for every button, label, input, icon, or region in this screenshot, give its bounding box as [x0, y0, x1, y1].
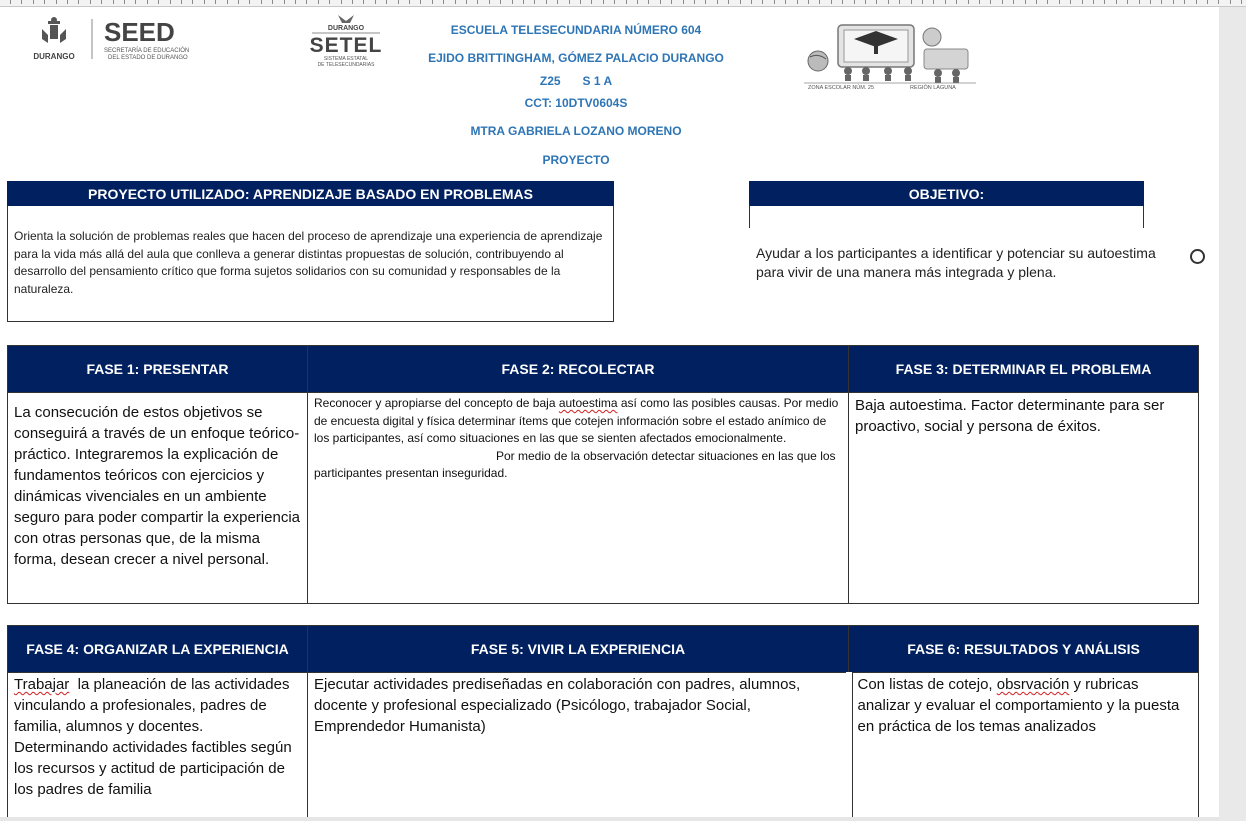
setel-sub1: SISTEMA ESTATAL	[323, 56, 369, 62]
ruler-tick	[762, 0, 763, 4]
ruler-tick	[170, 0, 171, 4]
ruler-tick	[1002, 0, 1003, 4]
ruler-tick	[523, 0, 524, 4]
document-page	[0, 7, 1219, 817]
ruler-tick	[1104, 0, 1105, 4]
phase-6-cell[interactable]	[849, 673, 1199, 818]
ruler-tick	[842, 0, 843, 4]
phase-3-text: Baja autoestima. Factor determinante para ser proactivo, social y persona de éxitos.	[855, 397, 1165, 435]
ruler-tick	[1025, 0, 1026, 4]
ruler-tick	[261, 0, 262, 4]
phase-4-title: FASE 4: ORGANIZAR LA EXPERIENCIA	[8, 626, 308, 673]
sector-label: S 1 A	[582, 74, 613, 88]
ruler-tick	[33, 0, 34, 4]
ruler-tick	[181, 0, 182, 4]
ruler-tick	[1047, 0, 1048, 4]
ruler-tick	[1116, 0, 1117, 4]
ruler-tick	[500, 0, 501, 4]
ruler-tick	[922, 0, 923, 4]
ruler-tick	[979, 0, 980, 4]
phase-2-misspelled-word: autoestima	[558, 396, 618, 410]
ruler-tick	[409, 0, 410, 4]
top-ruler[interactable]	[0, 0, 1246, 7]
project-title: PROYECTO UTILIZADO: APRENDIZAJE BASADO EN PROBLEMAS	[7, 181, 614, 206]
ruler-tick	[728, 0, 729, 4]
ruler-tick	[489, 0, 490, 4]
ruler-tick	[386, 0, 387, 4]
seed-title: SEED	[104, 17, 175, 47]
phase-2-cell[interactable]	[308, 393, 849, 604]
ruler-tick	[375, 0, 376, 4]
ruler-tick	[272, 0, 273, 4]
phase-4-misspelled-word: Trabajar	[14, 676, 70, 693]
objective-title: OBJETIVO:	[749, 181, 1144, 206]
setel-title: SETEL	[309, 34, 383, 57]
phase-6-misspelled-word: obsrvación	[996, 676, 1070, 693]
ruler-tick	[1196, 0, 1197, 4]
phases-table-row1	[7, 345, 1199, 604]
ruler-tick	[854, 0, 855, 4]
ruler-tick	[603, 0, 604, 4]
ruler-tick	[546, 0, 547, 4]
ruler-tick	[284, 0, 285, 4]
ruler-tick	[466, 0, 467, 4]
ruler-tick	[306, 0, 307, 4]
ruler-tick	[831, 0, 832, 4]
ruler-tick	[751, 0, 752, 4]
ruler-tick	[990, 0, 991, 4]
ruler-tick	[1218, 0, 1219, 4]
ruler-tick	[911, 0, 912, 4]
cct-code: CCT: 10DTV0604S	[524, 96, 628, 110]
ruler-tick	[614, 0, 615, 4]
ruler-tick	[1036, 0, 1037, 4]
ruler-tick	[101, 0, 102, 4]
page-gutter	[1219, 7, 1246, 821]
ruler-tick	[694, 0, 695, 4]
phase-2-text-a: Reconocer y apropiarse del concepto de baja	[314, 396, 559, 410]
phase-2-text-d: Por medio de la observación detectar situaciones en las que los participantes presentan inseguridad.	[314, 448, 836, 480]
phase-4-cell[interactable]	[8, 673, 308, 818]
ruler-tick	[683, 0, 684, 4]
phase-6-text-a: Con listas de cotejo,	[857, 676, 997, 693]
ruler-tick	[1059, 0, 1060, 4]
ruler-tick	[158, 0, 159, 4]
seed-sub2: DEL ESTADO DE DURANGO	[108, 55, 188, 61]
ruler-tick	[124, 0, 125, 4]
ruler-tick	[1127, 0, 1128, 4]
ruler-tick	[443, 0, 444, 4]
phase-5-title: FASE 5: VIVIR LA EXPERIENCIA	[308, 626, 849, 673]
ruler-tick	[1150, 0, 1151, 4]
zone-sector	[490, 74, 662, 88]
ruler-tick	[1161, 0, 1162, 4]
zona-right-label: REGIÓN LAGUNA	[910, 85, 956, 89]
ruler-tick	[705, 0, 706, 4]
phase-1-cell[interactable]	[8, 393, 308, 604]
ruler-tick	[1241, 0, 1242, 4]
zone-label: Z25	[539, 74, 561, 88]
ruler-tick	[876, 0, 877, 4]
ruler-tick	[113, 0, 114, 4]
ruler-tick	[580, 0, 581, 4]
ruler-tick	[945, 0, 946, 4]
ruler-tick	[135, 0, 136, 4]
ruler-tick	[1093, 0, 1094, 4]
setel-logo	[294, 13, 398, 69]
ruler-tick	[420, 0, 421, 4]
ruler-tick	[785, 0, 786, 4]
ruler-tick	[1207, 0, 1208, 4]
ruler-tick	[968, 0, 969, 4]
ruler-tick	[1230, 0, 1231, 4]
ruler-tick	[1013, 0, 1014, 4]
ruler-tick	[808, 0, 809, 4]
seed-logo	[26, 15, 196, 63]
ruler-tick	[591, 0, 592, 4]
ruler-tick	[888, 0, 889, 4]
setel-sub2: DE TELESECUNDARIAS	[317, 62, 375, 68]
ruler-tick	[477, 0, 478, 4]
ruler-tick	[78, 0, 79, 4]
ruler-tick	[717, 0, 718, 4]
document-type: PROYECTO	[542, 153, 610, 167]
ruler-tick	[56, 0, 57, 4]
ruler-tick	[819, 0, 820, 4]
ruler-tick	[774, 0, 775, 4]
ruler-tick	[432, 0, 433, 4]
phase-2-text-c: así como las posibles causas. Por medio de encuesta digital y física determinar ítems que cotejen información sobre el estado anímico de los participantes, así como situaciones en las que se sienten afectados emocionalmente.	[314, 396, 839, 445]
ruler-tick	[660, 0, 661, 4]
ruler-tick	[21, 0, 22, 4]
ruler-tick	[90, 0, 91, 4]
ruler-tick	[363, 0, 364, 4]
ruler-tick	[1082, 0, 1083, 4]
ruler-tick	[455, 0, 456, 4]
ruler-tick	[899, 0, 900, 4]
ruler-tick	[626, 0, 627, 4]
seed-sub1: SECRETARÍA DE EDUCACIÓN	[104, 48, 190, 54]
objective-text: Ayudar a los participantes a identificar y potenciar su autoestima para vivir de una manera más integrada y plena.	[756, 245, 1156, 280]
ruler-tick	[1184, 0, 1185, 4]
school-location: EJIDO BRITTINGHAM, GÓMEZ PALACIO DURANGO	[428, 51, 724, 65]
zona-escolar-logo	[804, 17, 976, 89]
phases-table-row2	[7, 625, 1199, 817]
ruler-tick	[341, 0, 342, 4]
ruler-tick	[318, 0, 319, 4]
ruler-tick	[44, 0, 45, 4]
ruler-tick	[740, 0, 741, 4]
zona-left-label: ZONA ESCOLAR NÚM. 25	[808, 85, 875, 89]
phase-6-title: FASE 6: RESULTADOS Y ANÁLISIS	[849, 626, 1199, 673]
ruler-tick	[249, 0, 250, 4]
project-description: Orienta la solución de problemas reales que hacen del proceso de aprendizaje una experiencia de aprendizaje para la vida más allá del aula que conlleva a generar distintas propuestas de solución, contribuyendo al desarrollo del pensamiento crítico que forma sujetos solidarios con su comunidad y responsables de la naturaleza.	[7, 206, 614, 322]
ruler-tick	[534, 0, 535, 4]
ruler-tick	[238, 0, 239, 4]
ruler-tick	[67, 0, 68, 4]
ruler-tick	[512, 0, 513, 4]
ruler-tick	[1139, 0, 1140, 4]
phase-1-text: La consecución de estos objetivos se conseguirá a través de un enfoque teórico-práctico. Integraremos la explicación de fundamentos teóricos con ejercicios y dinámicas vivenciales en un ambiente seguro para poder compartir la experiencia con otras personas que, de la misma forma, desean crecer a nivel personal.	[14, 404, 300, 568]
shape-handle-circle[interactable]	[1190, 249, 1205, 264]
ruler-tick	[933, 0, 934, 4]
ruler-tick	[147, 0, 148, 4]
ruler-tick	[204, 0, 205, 4]
ruler-tick	[1173, 0, 1174, 4]
ruler-tick	[865, 0, 866, 4]
phase-3-title: FASE 3: DETERMINAR EL PROBLEMA	[849, 346, 1199, 393]
objective-frame	[749, 206, 1144, 228]
phase-5-cell[interactable]	[308, 673, 849, 818]
seed-state-label: DURANGO	[33, 52, 75, 61]
ruler-tick	[569, 0, 570, 4]
ruler-tick	[295, 0, 296, 4]
ruler-tick	[329, 0, 330, 4]
ruler-tick	[956, 0, 957, 4]
ruler-tick	[557, 0, 558, 4]
phase-5-text: Ejecutar actividades prediseñadas en colaboración con padres, alumnos, docente y profesional especializado (Psicólogo, trabajador Social, Emprendedor Humanista)	[314, 676, 801, 735]
ruler-tick	[1070, 0, 1071, 4]
phase-3-cell[interactable]	[849, 393, 1199, 604]
ruler-tick	[648, 0, 649, 4]
ruler-tick	[215, 0, 216, 4]
phase-2-title: FASE 2: RECOLECTAR	[308, 346, 849, 393]
ruler-tick	[398, 0, 399, 4]
phase-4-text: la planeación de las actividades vinculando a profesionales, padres de familia, alumnos y docentes. Determinando actividades factibles según los recursos y actitud de participación de los padres de familia	[14, 676, 296, 798]
school-name: ESCUELA TELESECUNDARIA NÚMERO 604	[450, 23, 702, 37]
ruler-tick	[10, 0, 11, 4]
phase-1-title: FASE 1: PRESENTAR	[8, 346, 308, 393]
ruler-tick	[192, 0, 193, 4]
ruler-tick	[227, 0, 228, 4]
ruler-tick	[352, 0, 353, 4]
setel-top-label: DURANGO	[327, 25, 365, 32]
ruler-tick	[637, 0, 638, 4]
ruler-tick	[671, 0, 672, 4]
ruler-tick	[797, 0, 798, 4]
phase-6-text-c: y rubricas analizar y evaluar el comportamiento y la puesta en práctica de los temas analizados	[857, 676, 1180, 735]
teacher-name: MTRA GABRIELA LOZANO MORENO	[470, 124, 682, 138]
